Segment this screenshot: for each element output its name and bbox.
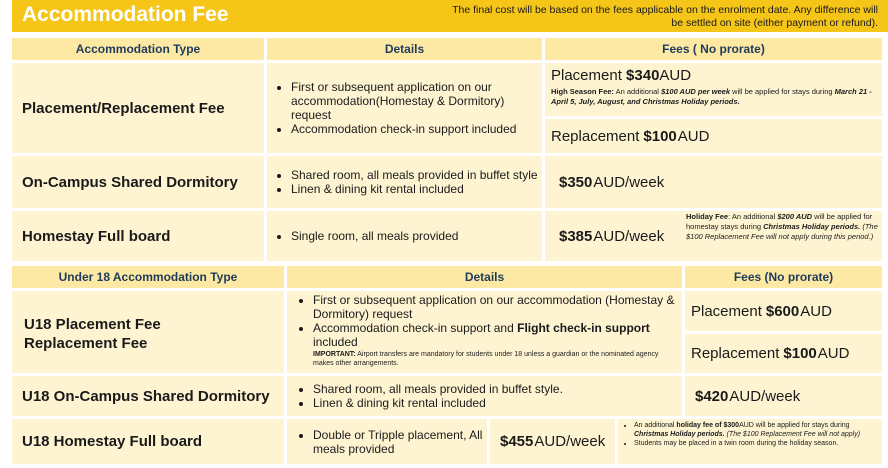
detail-item: • First or subsequent application on our accommodation (Homestay & Dormitory) request (313, 293, 676, 321)
u18-placement-fee: Placement $600 AUD (685, 291, 882, 331)
detail-item: • Accommodation check-in support and Flight check-in support included (313, 321, 676, 349)
u18-holiday-notes (618, 419, 882, 464)
page-title: Accommodation Fee (22, 3, 229, 26)
dorm-fee: $350 AUD/week (545, 156, 882, 208)
detail-item: • Shared room, all meals provided in buffet style. (313, 382, 563, 396)
detail-item: • Accommodation check-in support included (291, 122, 542, 136)
detail-item: • Double or Tripple placement, All meals provided (313, 428, 487, 456)
row-details-homestay (267, 211, 542, 261)
u18-replacement-fee: Replacement $100 AUD (685, 334, 882, 373)
header-fees: Fees ( No prorate) (545, 38, 882, 60)
detail-item: • Linen & dining kit rental included (291, 182, 538, 196)
row-type-u18-dorm: U18 On-Campus Shared Dormitory (12, 376, 284, 416)
holiday-note: • An additional holiday fee of $300AUD will be applied for stays during Christmas Holiday periods. (The $100 Replacement Fee will not apply) (634, 421, 880, 439)
replacement-fee: Replacement $100 AUD (545, 119, 882, 153)
fee-notice: The final cost will be based on the fees applicable on the enrolment date. Any difference will be settled on site (either payment or refund). (452, 4, 878, 29)
row-details-u18-placement (287, 291, 682, 373)
twin-room-note: • Students may be placed in a twin room during the holiday season. (634, 439, 880, 448)
placement-fee-cell (545, 63, 882, 116)
header-accommodation-type: Accommodation Type (12, 38, 264, 60)
high-season-note: High Season Fee: An additional $100 AUD per week will be applied for stays during March 21 - April 5, July, August, and Christmas Holiday periods. (551, 87, 872, 106)
u18-dorm-fee: $420 AUD/week (685, 376, 882, 416)
holiday-fee-note: Holiday Fee: An additional $200 AUD will be applied for homestay stays during Christmas Holiday periods. (The $100 Replacement Fee will not apply during this period.) (680, 211, 882, 261)
detail-item: • First or subsequent application on our accommodation(Homestay & Dormitory) request (291, 80, 542, 122)
header-u18-type: Under 18 Accommodation Type (12, 266, 284, 288)
row-details-dorm (267, 156, 542, 208)
row-details-placement (267, 63, 542, 153)
u18-homestay-fee: $455 AUD/week (490, 419, 615, 464)
row-type-u18-placement: U18 Placement Fee Replacement Fee (12, 291, 284, 373)
header-u18-fees: Fees (No prorate) (685, 266, 882, 288)
placement-fee: Placement $340AUD (551, 67, 692, 84)
detail-item: • Linen & dining kit rental included (313, 396, 563, 410)
important-note: IMPORTANT: Airport transfers are mandatory for students under 18 unless a guardian or the nominated agency makes other arrangements. (313, 351, 659, 367)
detail-item: • Shared room, all meals provided in buffet style (291, 168, 538, 182)
row-type-homestay: Homestay Full board (12, 211, 264, 261)
row-type-placement: Placement/Replacement Fee (12, 63, 264, 153)
row-details-u18-dorm (287, 376, 682, 416)
row-details-u18-homestay (287, 419, 487, 464)
header-details: Details (267, 38, 542, 60)
detail-item: • Single room, all meals provided (291, 229, 458, 243)
row-type-u18-homestay: U18 Homestay Full board (12, 419, 284, 464)
row-type-dorm: On-Campus Shared Dormitory (12, 156, 264, 208)
header-u18-details: Details (287, 266, 682, 288)
homestay-fee: $385 AUD/week (545, 211, 680, 261)
